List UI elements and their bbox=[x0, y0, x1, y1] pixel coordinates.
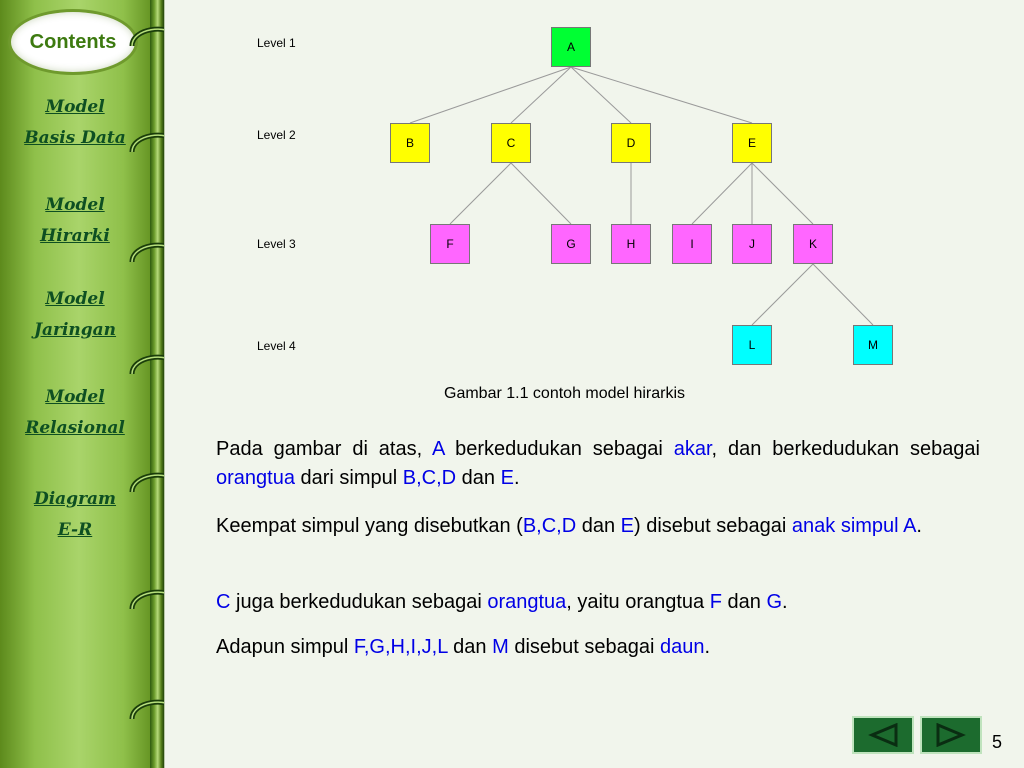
text: , dan berkedudukan sebagai bbox=[711, 438, 980, 460]
nav-link-line2: Jaringan bbox=[33, 320, 117, 340]
text: dan bbox=[721, 591, 767, 613]
arrow-left-icon bbox=[868, 723, 898, 747]
edge-k-l bbox=[752, 264, 813, 325]
highlight: C bbox=[216, 591, 231, 613]
paragraph-3 bbox=[216, 588, 980, 617]
highlight: orangtua bbox=[487, 591, 567, 613]
tree-node-j: J bbox=[732, 224, 772, 264]
contents-button[interactable]: Contents bbox=[8, 9, 138, 75]
highlight: B,C,D bbox=[402, 467, 457, 489]
highlight: B,C,D bbox=[522, 515, 577, 537]
nav-link-line1: Model bbox=[45, 289, 105, 309]
text: . bbox=[704, 636, 711, 658]
text: . bbox=[513, 467, 520, 489]
edge-a-e bbox=[571, 67, 752, 123]
tree-node-d: D bbox=[611, 123, 651, 163]
edge-e-k bbox=[752, 163, 813, 224]
tree-node-g: G bbox=[551, 224, 591, 264]
text: , yaitu orangtua bbox=[566, 591, 710, 613]
nav-link-line2: Hirarki bbox=[40, 226, 110, 246]
paragraph-1 bbox=[216, 435, 980, 493]
tree-node-l: L bbox=[732, 325, 772, 365]
nav-link-line2: Basis Data bbox=[24, 128, 126, 148]
paragraph-4 bbox=[216, 633, 980, 662]
text: berkedudukan sebagai bbox=[444, 438, 674, 460]
text: juga berkedudukan sebagai bbox=[230, 591, 488, 613]
highlight: E bbox=[620, 515, 635, 537]
text: Adapun simpul bbox=[216, 636, 354, 658]
text: Pada gambar di atas, bbox=[216, 438, 432, 460]
edge-a-d bbox=[571, 67, 631, 123]
tree-node-c: C bbox=[491, 123, 531, 163]
text: . bbox=[782, 591, 788, 613]
edge-c-f bbox=[450, 163, 511, 224]
highlight: anak simpul A bbox=[791, 515, 917, 537]
highlight: akar bbox=[673, 438, 712, 460]
text: dan bbox=[456, 467, 501, 489]
highlight: E bbox=[500, 467, 514, 489]
level-label: Level 3 bbox=[257, 237, 296, 251]
nav-link-line2: E-R bbox=[57, 520, 93, 540]
nav-link-line1: Model bbox=[45, 387, 105, 407]
level-label: Level 4 bbox=[257, 339, 296, 353]
tree-node-m: M bbox=[853, 325, 893, 365]
tree-node-f: F bbox=[430, 224, 470, 264]
text: dan bbox=[576, 515, 621, 537]
edge-e-i bbox=[692, 163, 752, 224]
figure-caption: Gambar 1.1 contoh model hirarkis bbox=[444, 385, 685, 402]
nav-link-line1: Model bbox=[45, 97, 105, 117]
level-label: Level 1 bbox=[257, 36, 296, 50]
text: disebut sebagai bbox=[508, 636, 660, 658]
text: dan bbox=[447, 636, 493, 658]
highlight: M bbox=[492, 636, 509, 658]
tree-node-i: I bbox=[672, 224, 712, 264]
tree-node-e: E bbox=[732, 123, 772, 163]
edge-a-b bbox=[410, 67, 571, 123]
highlight: A bbox=[431, 438, 445, 460]
tree-node-b: B bbox=[390, 123, 430, 163]
text: Keempat simpul yang disebutkan ( bbox=[216, 515, 523, 537]
previous-slide-button[interactable] bbox=[852, 716, 914, 754]
highlight: orangtua bbox=[216, 467, 295, 489]
level-label: Level 2 bbox=[257, 128, 296, 142]
highlight: G bbox=[766, 591, 782, 613]
page-number: 5 bbox=[992, 732, 1003, 752]
nav-link-line2: Relasional bbox=[25, 418, 125, 438]
arrow-right-icon bbox=[936, 723, 966, 747]
edge-c-g bbox=[511, 163, 571, 224]
tree-node-a: A bbox=[551, 27, 591, 67]
text: dari simpul bbox=[294, 467, 403, 489]
next-slide-button[interactable] bbox=[920, 716, 982, 754]
highlight: daun bbox=[660, 636, 705, 658]
edge-k-m bbox=[813, 264, 873, 325]
tree-node-h: H bbox=[611, 224, 651, 264]
edge-a-c bbox=[511, 67, 571, 123]
tree-node-k: K bbox=[793, 224, 833, 264]
text: . bbox=[916, 515, 922, 537]
highlight: F bbox=[709, 591, 722, 613]
nav-link-line1: Model bbox=[45, 195, 105, 215]
paragraph-2 bbox=[216, 512, 980, 541]
highlight: F,G,H,I,J,L bbox=[353, 636, 448, 658]
nav-link-line1: Diagram bbox=[33, 489, 117, 509]
text: ) disebut sebagai bbox=[634, 515, 792, 537]
